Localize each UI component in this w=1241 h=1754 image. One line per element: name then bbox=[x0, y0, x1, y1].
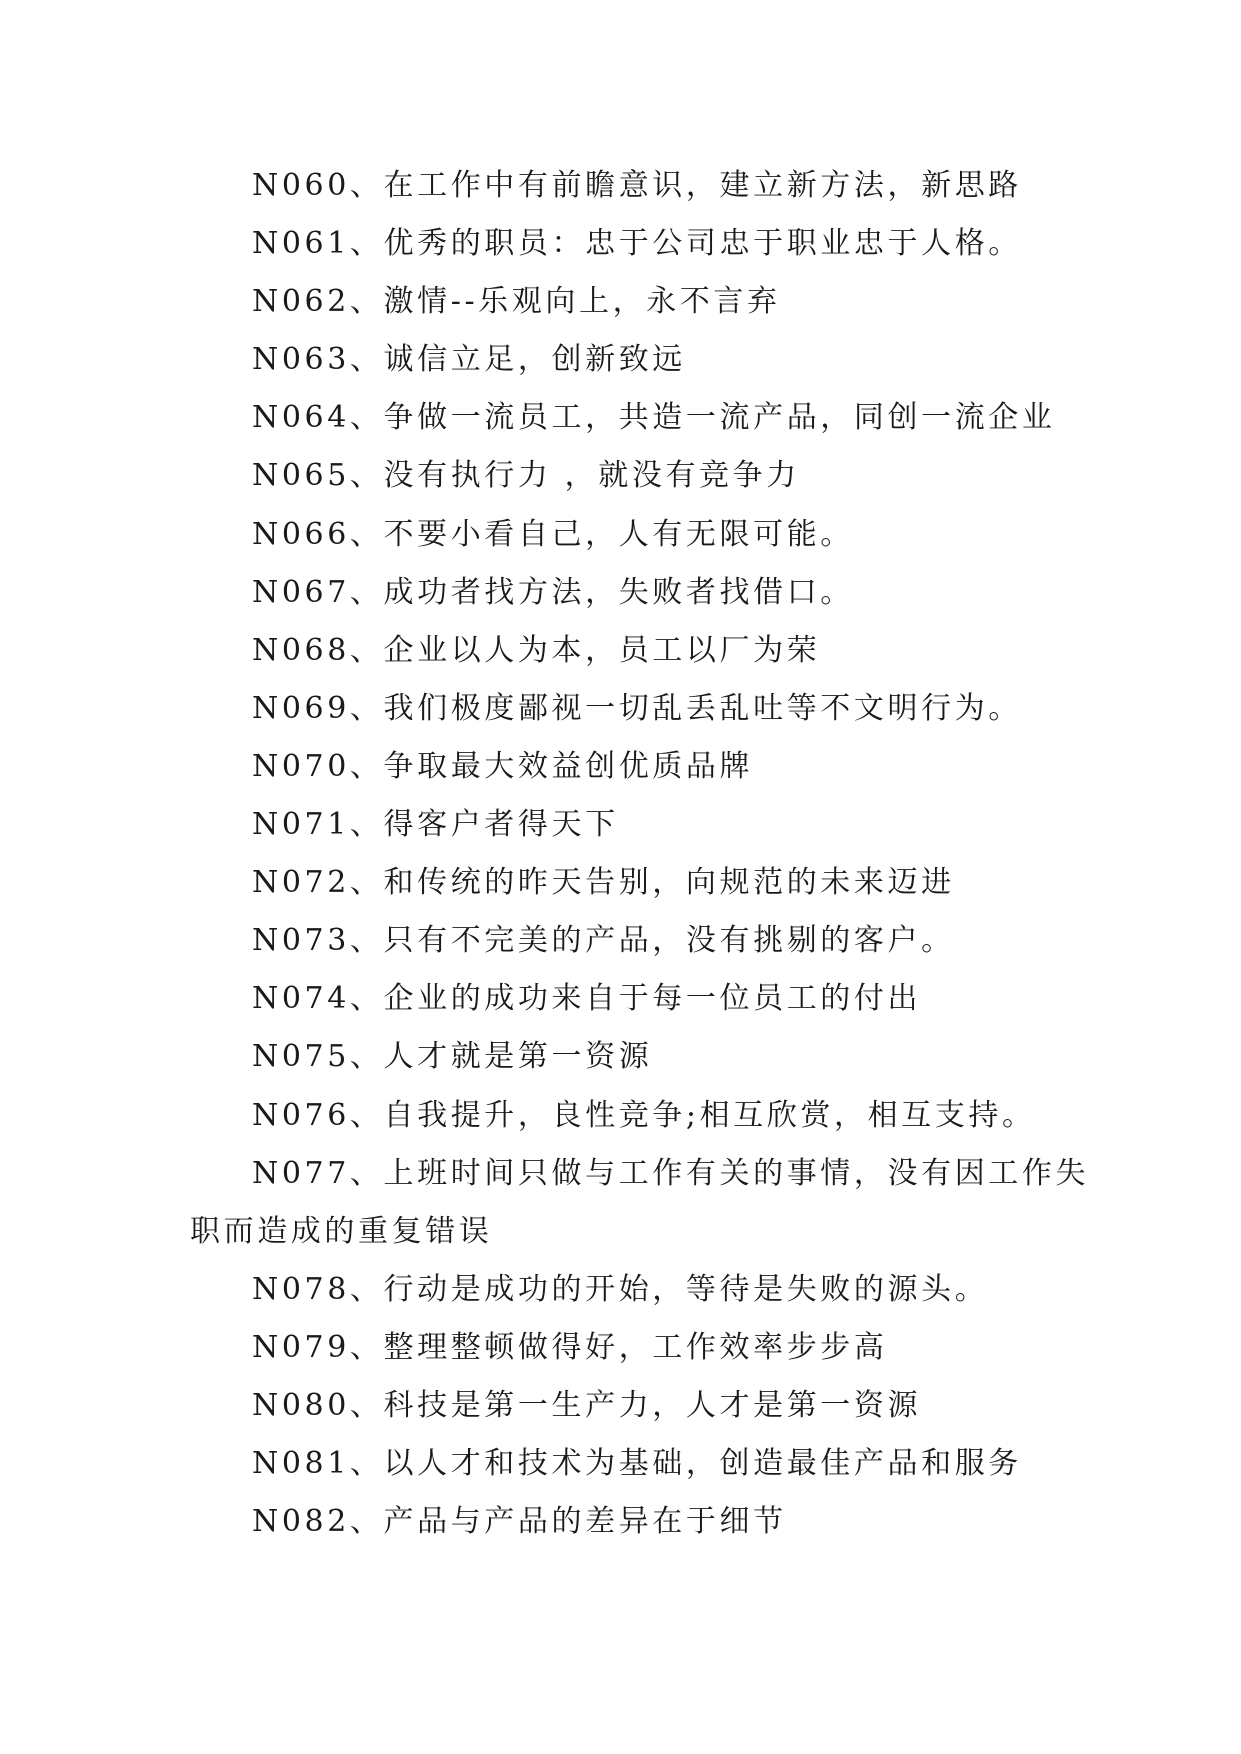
slogan-line: N068、企业以人为本，员工以厂为荣 bbox=[252, 632, 821, 668]
slogan-line: N082、产品与产品的差异在于细节 bbox=[252, 1504, 787, 1540]
slogan-line: N076、自我提升，良性竞争;相互欣赏，相互支持。 bbox=[252, 1097, 1036, 1133]
slogan-line: N080、科技是第一生产力，人才是第一资源 bbox=[252, 1387, 922, 1423]
slogan-line: N073、只有不完美的产品，没有挑剔的客户。 bbox=[252, 923, 955, 959]
slogan-line: N065、没有执行力 ，就没有竞争力 bbox=[252, 458, 800, 494]
slogan-line: N066、不要小看自己，人有无限可能。 bbox=[252, 516, 854, 552]
slogan-line: N072、和传统的昨天告别，向规范的未来迈进 bbox=[252, 865, 955, 901]
slogan-line: N081、以人才和技术为基础，创造最佳产品和服务 bbox=[252, 1446, 1022, 1482]
document-body bbox=[190, 157, 1090, 1551]
slogan-line: N062、激情--乐观向上，永不言弃 bbox=[252, 284, 781, 320]
slogan-line: N063、诚信立足，创新致远 bbox=[252, 342, 686, 378]
slogan-line: N071、得客户者得天下 bbox=[252, 807, 619, 843]
slogan-line: N064、争做一流员工，共造一流产品，同创一流企业 bbox=[252, 400, 1056, 436]
slogan-line: N069、我们极度鄙视一切乱丢乱吐等不文明行为。 bbox=[252, 690, 1022, 726]
slogan-line: N075、人才就是第一资源 bbox=[252, 1039, 653, 1075]
slogan-line: N070、争取最大效益创优质品牌 bbox=[252, 748, 754, 784]
slogan-line: N079、整理整顿做得好，工作效率步步高 bbox=[252, 1329, 888, 1365]
slogan-line: N067、成功者找方法，失败者找借口。 bbox=[252, 574, 854, 610]
slogan-line: N077、上班时间只做与工作有关的事情，没有因工作失 bbox=[252, 1155, 1090, 1191]
slogan-line: N078、行动是成功的开始，等待是失败的源头。 bbox=[252, 1271, 989, 1307]
slogan-line-continuation: 职而造成的重复错误 bbox=[190, 1213, 493, 1249]
slogan-line: N074、企业的成功来自于每一位员工的付出 bbox=[252, 981, 922, 1017]
slogan-line: N060、在工作中有前瞻意识，建立新方法，新思路 bbox=[252, 168, 1022, 203]
slogan-line: N061、优秀的职员：忠于公司忠于职业忠于人格。 bbox=[252, 226, 1022, 262]
